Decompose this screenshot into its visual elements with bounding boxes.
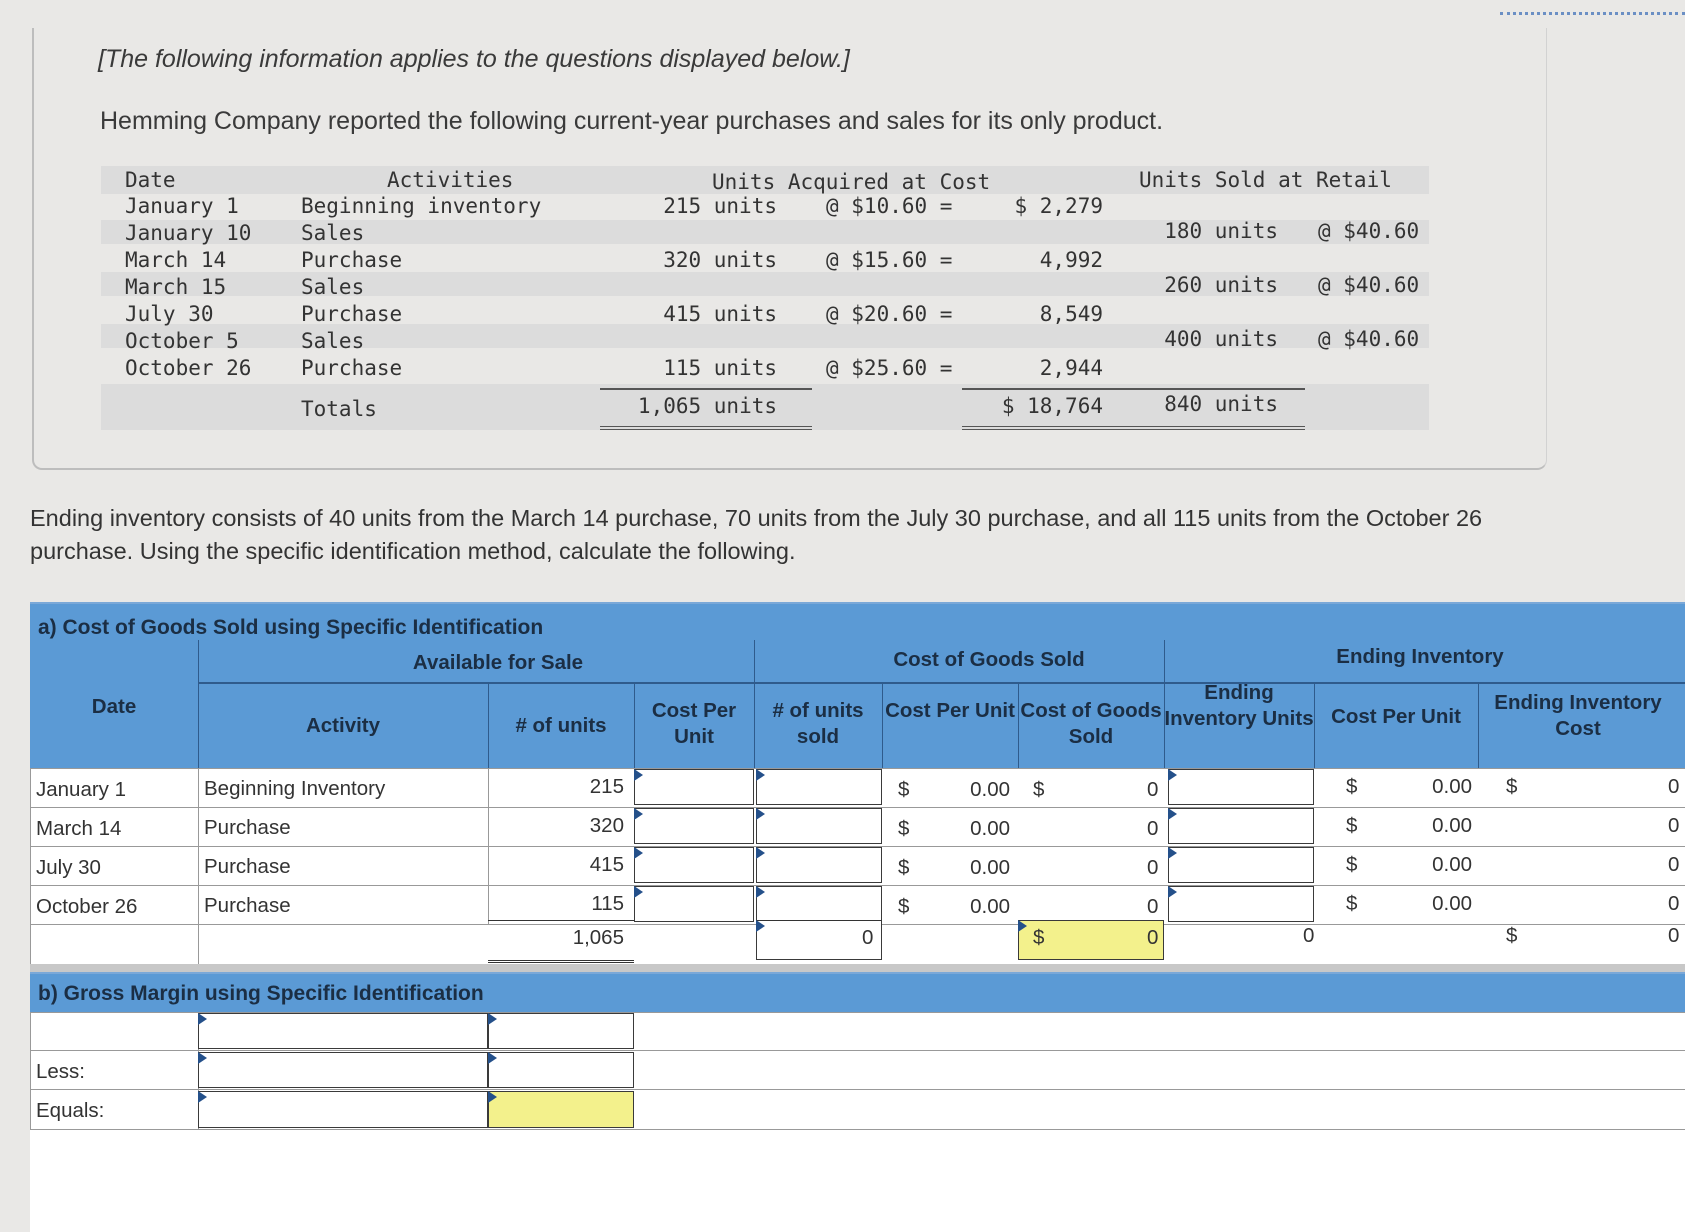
ledger-row-rate: @ $20.60 =	[826, 302, 953, 326]
ending-inventory-units-input[interactable]	[1168, 886, 1314, 922]
row-date: March 14	[36, 817, 122, 840]
group-cost-of-goods-sold: Cost of Goods Sold	[893, 648, 1085, 671]
ledger-row-rate: @ $25.60 =	[826, 356, 953, 380]
cogs-cpu-currency: $	[898, 778, 910, 801]
row-cogs-cpu: 0.00	[970, 817, 1010, 840]
row-cogs-cpu: 0.00	[970, 778, 1010, 801]
row-cogs-cpu: 0.00	[970, 895, 1010, 918]
row-date: July 30	[36, 856, 101, 879]
ei-cpu-currency: $	[1346, 775, 1358, 798]
ledger-row-cost: $ 2,279	[1014, 194, 1103, 218]
ledger-row-date: July 30	[125, 302, 214, 326]
row-units: 415	[589, 853, 624, 876]
row-ei-cost: 0	[1668, 814, 1680, 837]
total-ei-cost: 0	[1668, 924, 1680, 947]
ledger-totals-sold-units: 840 units	[1164, 392, 1278, 416]
ledger-row-units: 415 units	[663, 302, 777, 326]
ledger-row-sold-units: 180 units	[1164, 219, 1278, 243]
ending-inventory-units-input[interactable]	[1168, 847, 1314, 883]
ending-inventory-units-input[interactable]	[1168, 808, 1314, 844]
cogs-currency: $	[1033, 778, 1045, 801]
ledger-row-cost: 8,549	[1039, 302, 1103, 326]
group-ending-inventory: Ending Inventory	[1336, 645, 1504, 668]
units-sold-input[interactable]	[756, 886, 882, 922]
ledger-row-sold-rate: @ $40.60	[1318, 327, 1420, 351]
gm-label-2-input[interactable]	[198, 1052, 488, 1088]
ledger-row-sold-rate: @ $40.60	[1318, 273, 1420, 297]
gm-value-3-input[interactable]	[488, 1091, 634, 1128]
group-available-for-sale: Available for Sale	[412, 651, 584, 674]
ledger-row-units: 115 units	[663, 356, 777, 380]
cost-per-unit-input[interactable]	[634, 886, 754, 922]
cogs-cpu-currency: $	[898, 817, 910, 840]
row-units: 115	[591, 892, 624, 915]
ledger-row-units: 320 units	[663, 248, 777, 272]
row-units: 215	[589, 775, 624, 798]
total-ei-currency: $	[1506, 924, 1518, 947]
part-b-title: b) Gross Margin using Specific Identification	[38, 982, 484, 1005]
ledger-row-activity: Beginning inventory	[301, 194, 542, 218]
ledger-row-activity: Purchase	[301, 356, 403, 380]
gm-equals-label: Equals:	[36, 1099, 105, 1122]
top-progress-indicator	[1500, 12, 1685, 21]
col-date: Date	[91, 695, 137, 718]
col-cogs-cost-per-unit: Cost Per Unit	[885, 699, 1015, 722]
row-ei-cost: 0	[1668, 775, 1680, 798]
total-cogs-currency: $	[1033, 926, 1045, 949]
row-ei-cpu: 0.00	[1432, 775, 1472, 798]
row-cogs-cpu: 0.00	[970, 856, 1010, 879]
row-date: January 1	[36, 778, 127, 801]
ledger-row-cost: 2,944	[1039, 356, 1103, 380]
ledger-row-date: October 5	[125, 329, 239, 353]
row-activity: Purchase	[204, 816, 291, 839]
units-sold-input[interactable]	[756, 769, 882, 805]
ei-cpu-currency: $	[1346, 892, 1358, 915]
total-units: 1,065	[572, 926, 624, 949]
ledger-row-date: January 10	[125, 221, 252, 245]
row-date: October 26	[36, 895, 138, 918]
col-units: # of units	[515, 714, 607, 737]
ledger-totals-units: 1,065 units	[637, 394, 777, 418]
col-units-sold: # of units sold	[772, 699, 864, 748]
answer-grid	[30, 602, 1685, 1232]
cogs-cpu-currency: $	[898, 895, 910, 918]
ledger-col-acquired: Units Acquired at Cost	[712, 170, 991, 194]
ledger-row-activity: Sales	[301, 275, 365, 299]
cost-per-unit-input[interactable]	[634, 808, 754, 844]
ledger-row-activity: Sales	[301, 221, 365, 245]
cogs-cpu-currency: $	[898, 856, 910, 879]
ledger-row-activity: Purchase	[301, 248, 403, 272]
ledger-totals-label: Totals	[301, 397, 377, 421]
col-ei-cost-per-unit: Cost Per Unit	[1331, 705, 1461, 728]
total-units-sold: 0	[862, 926, 874, 949]
total-ei-units: 0	[1303, 924, 1315, 947]
row-units: 320	[589, 814, 624, 837]
ledger-row-sold-units: 400 units	[1164, 327, 1278, 351]
ledger-totals-cost: $ 18,764	[1001, 394, 1103, 418]
gm-value-2-input[interactable]	[488, 1052, 634, 1088]
ending-inventory-units-input[interactable]	[1168, 769, 1314, 805]
ei-cpu-currency: $	[1346, 814, 1358, 837]
ledger-col-sold: Units Sold at Retail	[1139, 168, 1392, 192]
ledger-col-date: Date	[125, 168, 176, 192]
ledger-row-date: January 1	[125, 194, 239, 218]
units-sold-input[interactable]	[756, 847, 882, 883]
row-cogs: 0	[1147, 817, 1159, 840]
row-activity: Beginning Inventory	[204, 777, 386, 800]
intro-note: [The following information applies to the questions displayed below.]	[98, 45, 850, 73]
row-ei-cpu: 0.00	[1432, 814, 1472, 837]
part-a-title: a) Cost of Goods Sold using Specific Identification	[38, 616, 544, 639]
ledger-row-date: March 14	[125, 248, 227, 272]
ledger-row-date: March 15	[125, 275, 227, 299]
row-cogs: 0	[1147, 778, 1159, 801]
ledger-row-sold-rate: @ $40.60	[1318, 219, 1420, 243]
gm-value-1-input[interactable]	[488, 1013, 634, 1049]
ledger-row-activity: Sales	[301, 329, 365, 353]
gm-label-1-input[interactable]	[198, 1013, 488, 1049]
row-cogs: 0	[1147, 895, 1159, 918]
instructions: Ending inventory consists of 40 units from the March 14 purchase, 70 units from the July 30 purchase, and all 115 units from the October 26 purchase. Using the specific identification method, calculate the following.	[30, 505, 1483, 564]
ledger-row-cost: 4,992	[1039, 248, 1103, 272]
row-ei-cpu: 0.00	[1432, 853, 1472, 876]
ledger-row-activity: Purchase	[301, 302, 403, 326]
ledger-col-activities: Activities	[387, 168, 514, 192]
gm-label-3-input[interactable]	[198, 1091, 488, 1128]
row-ei-cpu: 0.00	[1432, 892, 1472, 915]
col-ending-inventory-cost: Ending Inventory Cost	[1494, 691, 1662, 740]
company-statement: Hemming Company reported the following current-year purchases and sales for its only product.	[100, 107, 1164, 135]
ei-cpu-currency: $	[1346, 853, 1358, 876]
col-activity: Activity	[305, 714, 381, 737]
row-ei-cost: 0	[1668, 853, 1680, 876]
row-cogs: 0	[1147, 856, 1159, 879]
cost-per-unit-input[interactable]	[634, 847, 754, 883]
ledger-row-date: October 26	[125, 356, 252, 380]
ledger-row-units: 215 units	[663, 194, 777, 218]
row-activity: Purchase	[204, 894, 291, 917]
total-cogs: 0	[1147, 926, 1159, 949]
ei-cost-currency: $	[1506, 775, 1518, 798]
ledger-row-sold-units: 260 units	[1164, 273, 1278, 297]
col-cost-of-goods-sold: Cost of Goods Sold	[1020, 699, 1162, 748]
row-ei-cost: 0	[1668, 892, 1680, 915]
col-ending-inventory-units: Ending Inventory Units	[1164, 681, 1314, 730]
cost-per-unit-input[interactable]	[634, 769, 754, 805]
gm-less-label: Less:	[36, 1060, 85, 1083]
ledger-row-rate: @ $10.60 =	[826, 194, 953, 218]
ledger-row-rate: @ $15.60 =	[826, 248, 953, 272]
col-cost-per-unit: Cost Per Unit	[651, 699, 737, 748]
units-sold-input[interactable]	[756, 808, 882, 844]
row-activity: Purchase	[204, 855, 291, 878]
